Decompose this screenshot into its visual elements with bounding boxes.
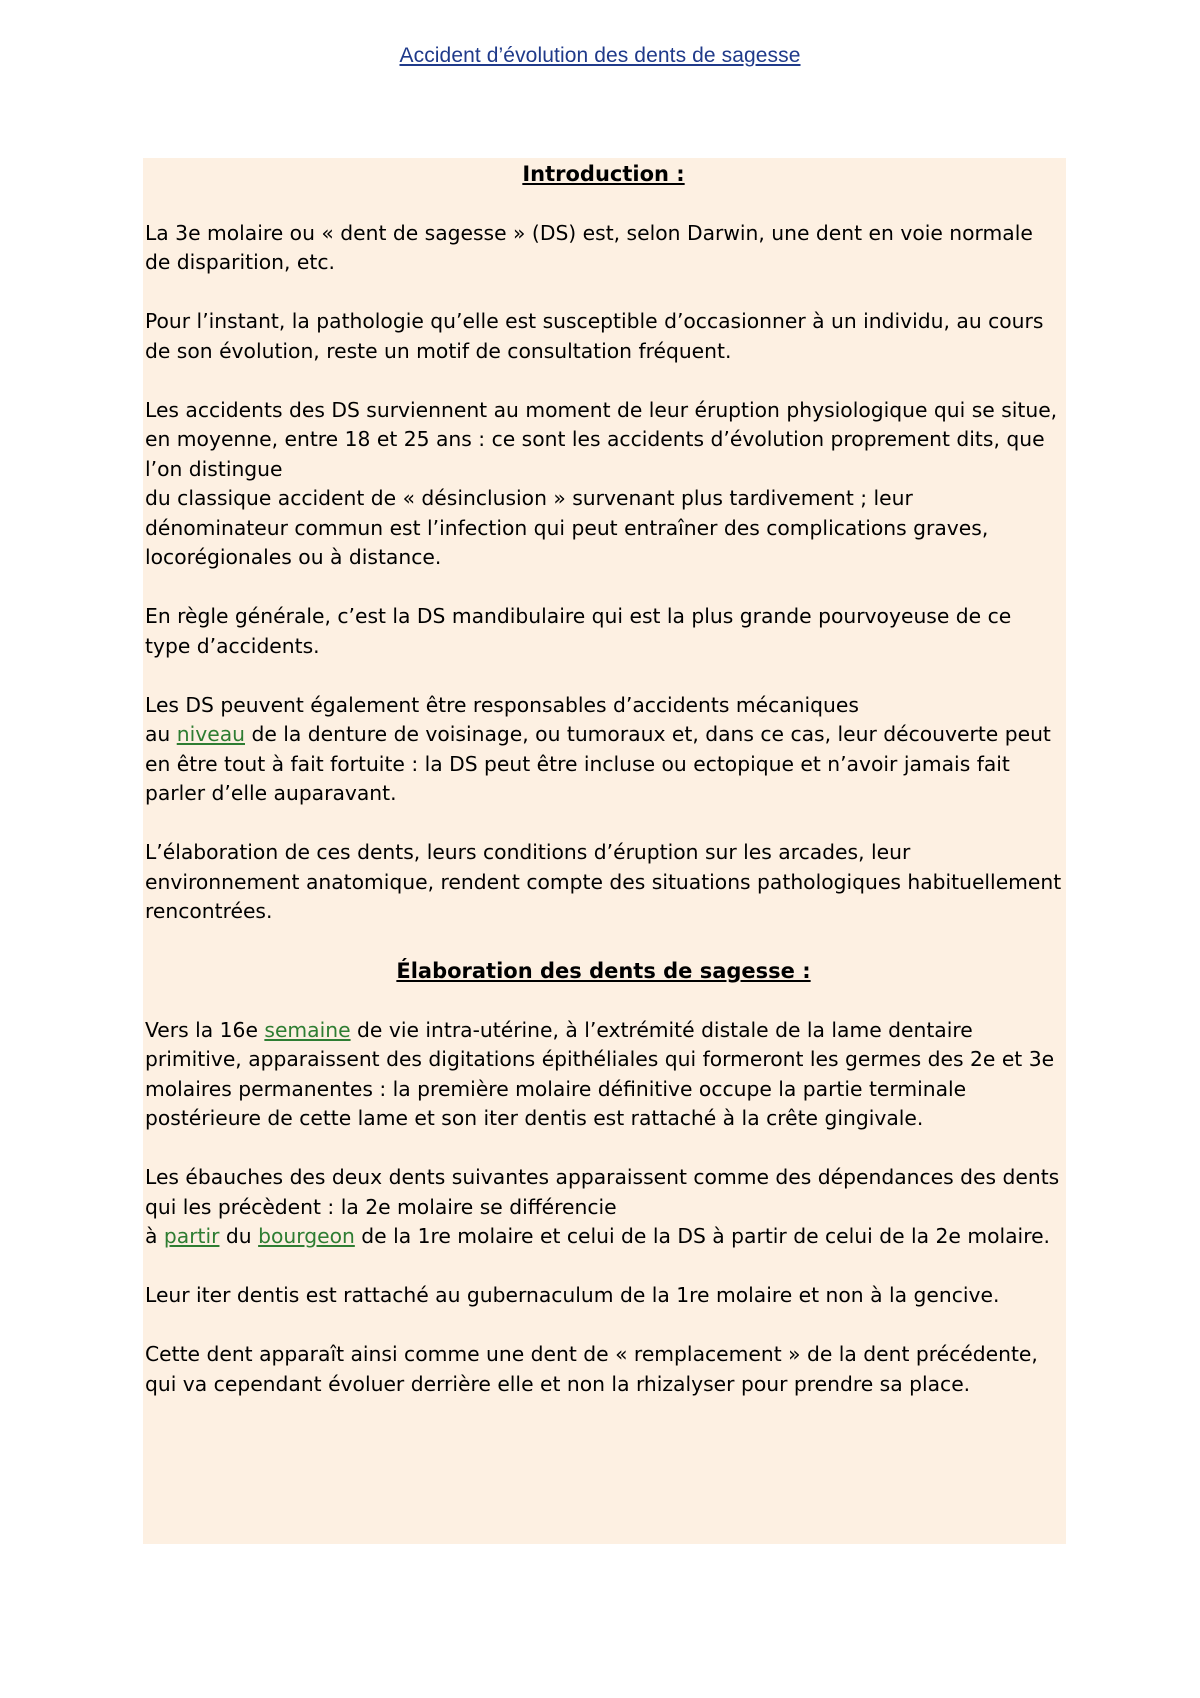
document-title: Accident d’évolution des dents de sagesse xyxy=(399,44,801,67)
intro-paragraph-6: L’élaboration de ces dents, leurs conditions d’éruption sur les arcades, leur environnement anatomique, rendent compte des situations pathologiques habituellement rencontrées. xyxy=(145,840,1062,923)
bourgeon-link[interactable]: bourgeon xyxy=(258,1224,355,1248)
elaboration-paragraph-1 xyxy=(145,1016,1062,1134)
intro-paragraph-3-line-1: Les accidents des DS surviennent au moment de leur éruption physiologique qui se situe, en moyenne, entre 18 et 25 ans : ce sont les accidents d’évolution proprement dits, que l’on distingue xyxy=(145,397,1058,481)
intro-paragraph-3 xyxy=(145,396,1062,573)
elaboration-paragraph-2-end: de la 1re molaire et celui de la DS à partir de celui de la 2e molaire. xyxy=(354,1224,1051,1248)
elaboration-paragraph-2-start: Les ébauches des deux dents suivantes apparaissent comme des dépendances des dents qui les précèdent : la 2e molaire se différencie xyxy=(145,1165,1060,1219)
intro-paragraph-5-end: de la denture de voisinage, ou tumoraux et, dans ce cas, leur découverte peut en être tout à fait fortuite : la DS peut être incluse ou ectopique et n’avoir jamais fait parler d’elle auparavant. xyxy=(145,722,1051,805)
elaboration-section xyxy=(145,956,1062,1399)
intro-paragraph-1: La 3e molaire ou « dent de sagesse » (DS) est, selon Darwin, une dent en voie normale de disparition, etc. xyxy=(145,220,1033,274)
intro-paragraph-5-au: au xyxy=(145,722,177,746)
elaboration-paragraph-3: Leur iter dentis est rattaché au gubernaculum de la 1re molaire et non à la gencive. xyxy=(145,1283,1000,1307)
intro-paragraph-5-start: Les DS peuvent également être responsables d’accidents mécaniques xyxy=(145,692,859,717)
elaboration-paragraph-1-end: de vie intra-utérine, à l’extrémité distale de la lame dentaire primitive, apparaissent des digitations épithéliales qui formeront les germes des 2e et 3e molaires permanentes : la première molaire définitive occupe la partie terminale postérieure de cette lame et son iter dentis est rattaché à la crête gingivale. xyxy=(145,1017,1055,1130)
introduction-heading: Introduction : xyxy=(522,162,685,186)
elaboration-paragraph-1-start: Vers la 16e xyxy=(145,1017,265,1042)
intro-paragraph-2: Pour l’instant, la pathologie qu’elle est susceptible d’occasionner à un individu, au cours de son évolution, reste un motif de consultation fréquent. xyxy=(145,309,1044,363)
elaboration-paragraph-2 xyxy=(145,1163,1062,1252)
introduction-section xyxy=(145,158,1062,956)
intro-paragraph-3-line-2: du classique accident de « désinclusion » survenant plus tardivement ; leur dénominateur commun est l’infection qui peut entraîner des complications graves, locorégionales ou à distance. xyxy=(145,486,989,569)
intro-paragraph-5 xyxy=(145,691,1062,809)
niveau-link[interactable]: niveau xyxy=(176,722,245,746)
elaboration-paragraph-2-du: du xyxy=(219,1224,259,1248)
semaine-link[interactable]: semaine xyxy=(264,1017,351,1042)
elaboration-paragraph-2-a: à xyxy=(145,1224,164,1248)
content-box xyxy=(143,158,1066,1544)
partir-link[interactable]: partir xyxy=(163,1224,220,1248)
intro-paragraph-4: En règle générale, c’est la DS mandibulaire qui est la plus grande pourvoyeuse de ce type d’accidents. xyxy=(145,604,1012,658)
elaboration-paragraph-4: Cette dent apparaît ainsi comme une dent de « remplacement » de la dent précédente, qui va cependant évoluer derrière elle et non la rhizalyser pour prendre sa place. xyxy=(145,1342,1038,1396)
elaboration-heading: Élaboration des dents de sagesse : xyxy=(396,959,811,983)
